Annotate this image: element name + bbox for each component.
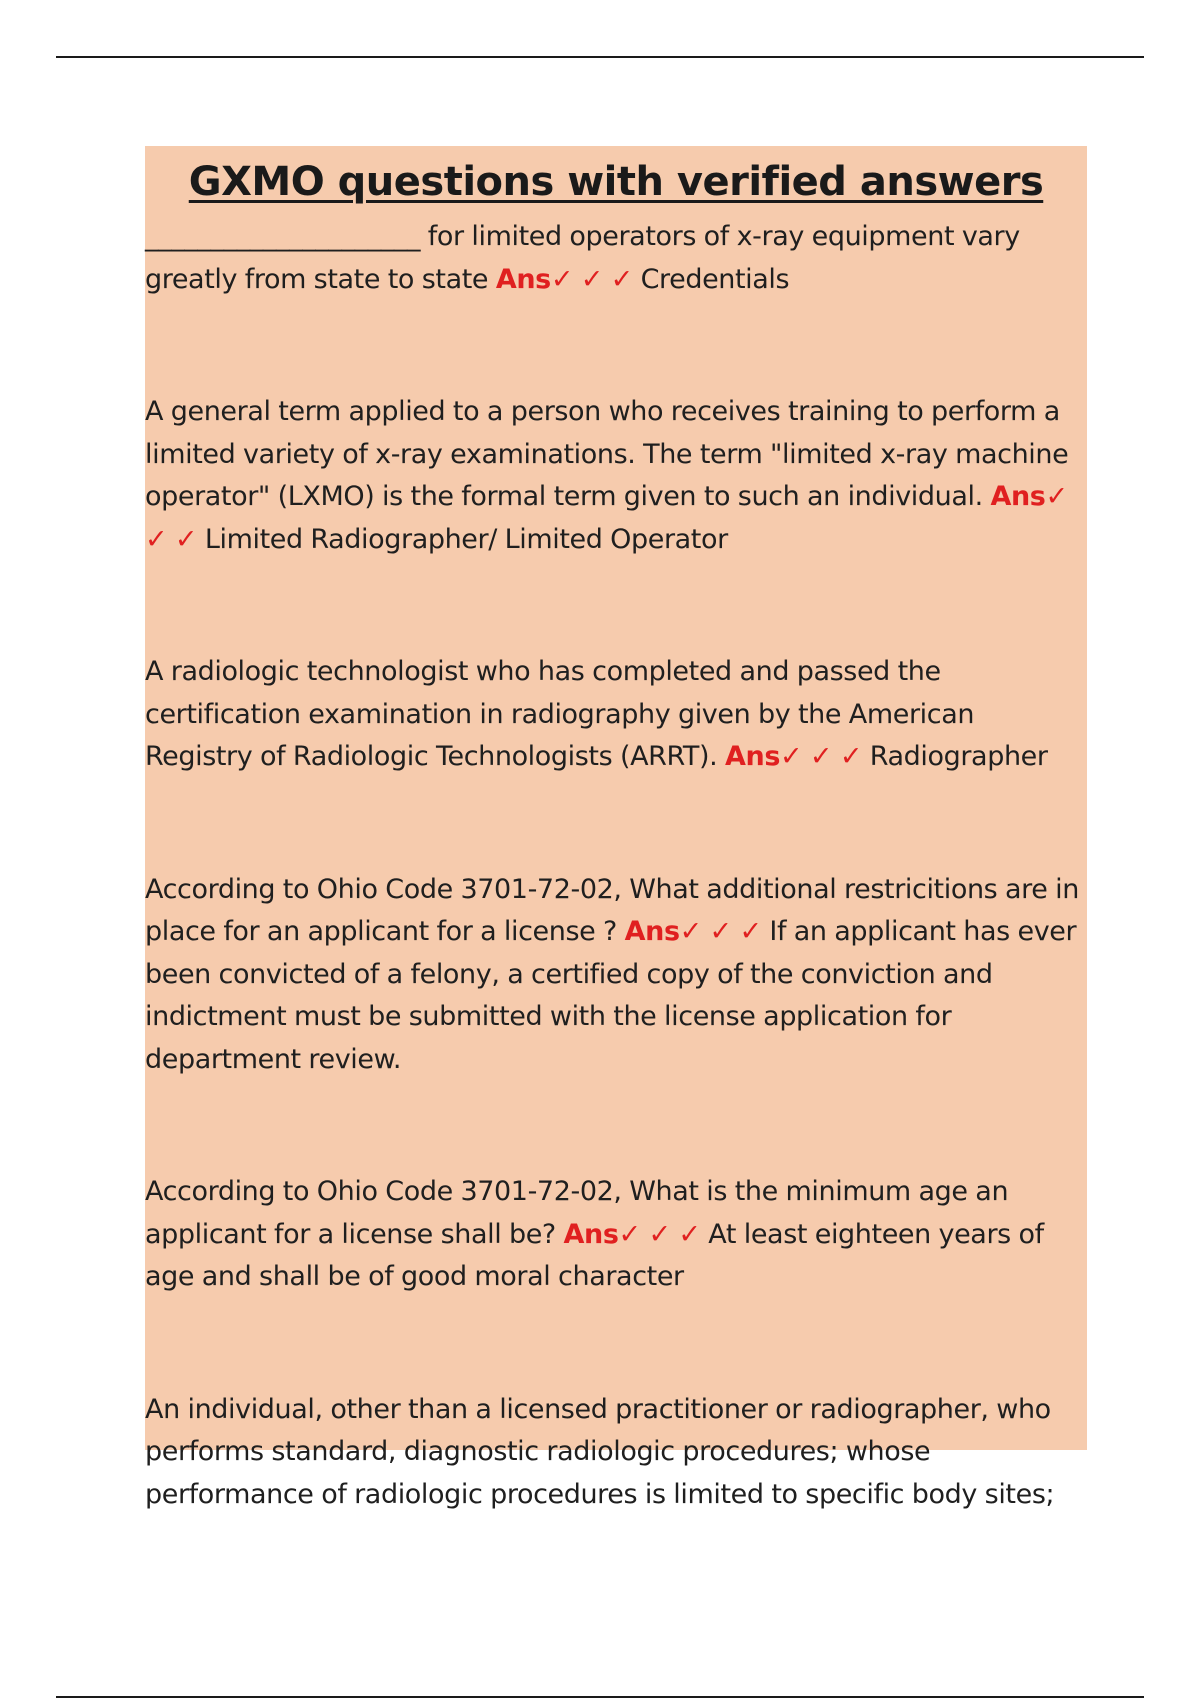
answer-text: If an applicant has ever been convicted of a felony, a certified copy of the conviction and indictment must be submitted with the license application for department review. <box>145 916 1077 1075</box>
answer-marker: Ans <box>624 916 680 947</box>
qa-item <box>145 651 1087 779</box>
check-marks-icon: ✓ ✓ ✓ <box>145 481 1068 555</box>
answer-text: Credentials <box>640 263 790 295</box>
qa-item <box>145 391 1087 561</box>
question-text: According to Ohio Code 3701-72-02, What additional restricitions are in place for an applicant for a license ? <box>145 873 1079 947</box>
check-marks-icon: ✓ ✓ ✓ <box>780 741 863 772</box>
check-marks-icon: ✓ ✓ ✓ <box>618 1218 701 1250</box>
qa-item <box>145 216 1087 301</box>
qa-item <box>145 1171 1087 1299</box>
question-text: A radiologic technologist who has completed and passed the certification examination in radiography given by the American Registry of Radiologic Technologists (ARRT). <box>145 656 975 772</box>
qa-item <box>145 1389 1087 1517</box>
check-marks-icon: ✓ ✓ ✓ <box>550 263 633 295</box>
answer-text: Limited Radiographer/ Limited Operator <box>204 523 728 555</box>
page-title: GXMO questions with verified answers <box>188 159 1044 205</box>
check-marks-icon: ✓ ✓ ✓ <box>679 916 762 947</box>
question-text: A general term applied to a person who receives training to perform a limited variety of x-ray examinations. The term "limited x-ray machine operator" (LXMO) is the formal term given to such an individual. <box>145 396 1069 512</box>
question-text: According to Ohio Code 3701-72-02, What is the minimum age an applicant for a license shall be? <box>145 1176 1009 1250</box>
content-panel <box>145 146 1087 1510</box>
answer-text: Radiographer <box>869 741 1048 772</box>
question-text: _____________________ for limited operators of x-ray equipment vary greatly from state to state <box>145 221 1020 295</box>
answer-marker: Ans <box>725 741 781 772</box>
answer-marker: Ans <box>495 263 551 295</box>
answer-marker: Ans <box>563 1218 619 1250</box>
answer-marker: Ans <box>990 481 1046 512</box>
question-text: An individual, other than a licensed practitioner or radiographer, who performs standard, diagnostic radiologic procedures; whose performance of radiologic procedures is limited to specific body sites; <box>145 1393 1055 1510</box>
top-rule <box>56 56 1144 58</box>
answer-text: At least eighteen years of age and shall be of good moral character <box>145 1218 1044 1292</box>
bottom-rule <box>56 1696 1144 1698</box>
qa-item <box>145 869 1087 1082</box>
